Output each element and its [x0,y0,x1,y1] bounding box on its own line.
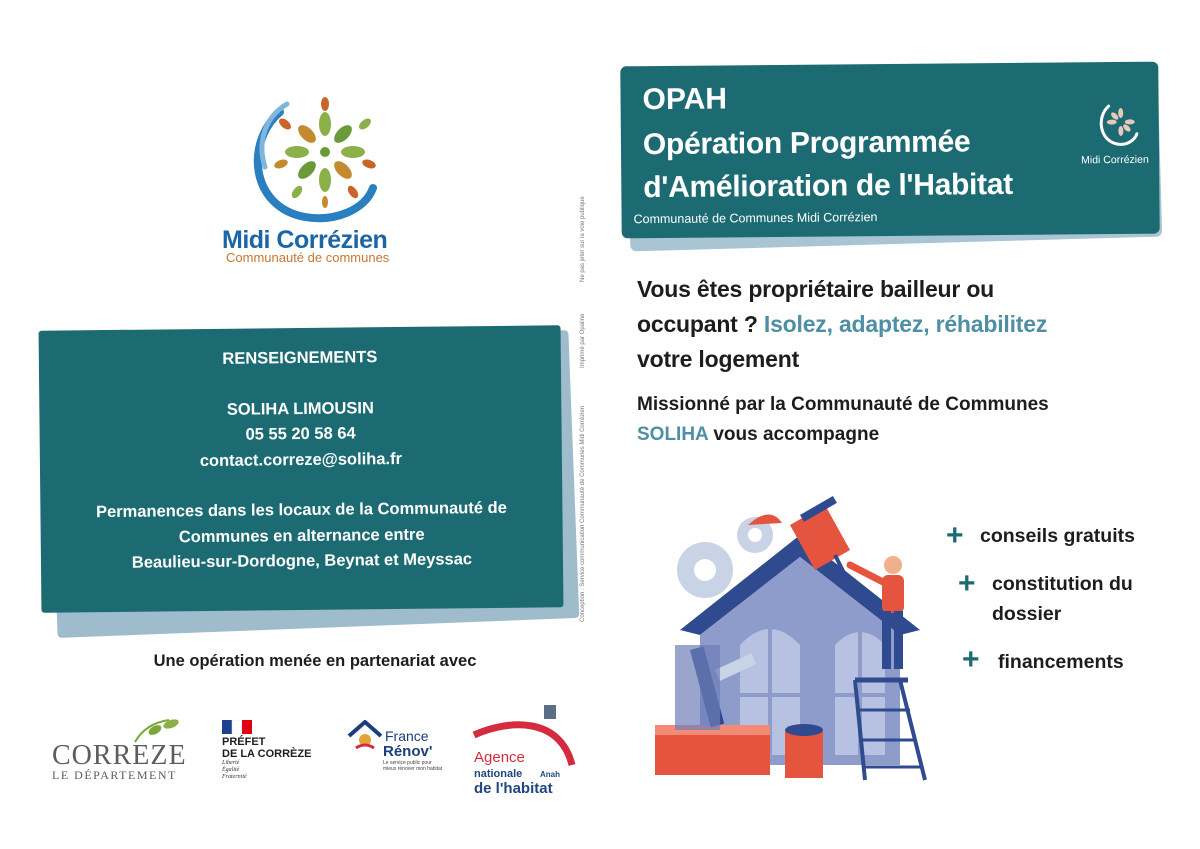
france-renov-bottom: Rénov' [383,743,433,760]
france-renov-tagline: Le service public pour mieux rénover mon habitat [383,760,443,772]
benefit-funding: financements [998,651,1124,673]
mission-rest: vous accompagne [708,424,880,445]
question-accent: Isolez, adaptez, réhabilitez [763,311,1048,337]
info-heading: RENSEIGNEMENTS [222,348,378,368]
plus-icon: + [962,643,980,676]
house-renovation-illustration [650,495,940,790]
logo-title: Midi Corrézien [222,226,388,254]
banner-logo-text: Midi Corrézien [1081,153,1149,167]
info-perm-line: Beaulieu-sur-Dordogne, Beynat et Meyssac [131,550,473,572]
partnership-label: Une opération menée en partenariat avec [153,652,477,670]
correze-wordmark: CORREZE [52,740,187,771]
benefit-file-line-2: dossier [992,603,1062,625]
prefet-title: PRÉFET DE LA CORRÈZE [222,736,312,760]
question-line-1: Vous êtes propriétaire bailleur ou [637,276,995,302]
anah-habitat: de l'habitat [474,780,553,797]
side-text-design: Conception : Service communication Communauté de Communes Midi Corrézien [580,405,586,622]
anah-agence: Agence [474,749,525,766]
prefet-motto: Liberté Égalité Fraternité [222,760,247,780]
logo-subtitle: Communauté de communes [226,250,390,265]
benefit-free-advice: conseils gratuits [980,525,1135,547]
question-line-2 [637,311,1047,338]
benefit-file-line-1: constitution du [992,573,1133,595]
correze-subtitle: LE DÉPARTEMENT [52,768,177,782]
anah-acronym: Anah [540,770,560,779]
mission-line-2 [637,424,879,446]
plus-icon: + [946,519,964,552]
banner-line-1: Opération Programmée [642,125,971,162]
france-renov-top: France [385,728,429,744]
plus-icon: + [958,567,976,600]
mission-line-1: Missionné par la Communauté de Communes [637,394,1049,415]
info-perm-line: Communes en alternance entre [178,525,425,546]
banner-subtitle: Communauté de Communes Midi Corrézien [633,210,878,227]
anah-nationale: nationale [474,768,523,780]
info-perm-line: Permanences dans les locaux de la Communauté de [95,498,507,522]
mission-accent: SOLIHA [637,424,709,445]
banner-title: OPAH [642,82,728,117]
info-email[interactable]: contact.correze@soliha.fr [199,449,403,470]
banner-line-2: d'Amélioration de l'Habitat [643,167,1013,205]
question-plain: occupant ? [637,311,764,337]
side-text-litter: Ne pas jeter sur la voie publique [580,196,586,282]
info-box [39,325,564,612]
info-phone[interactable]: 05 55 20 58 64 [245,424,356,444]
info-org: SOLIHA LIMOUSIN [226,398,374,419]
side-text-printer: Imprimé par Opaline [580,313,586,368]
question-line-3: votre logement [637,346,800,372]
banner-logo-icon [1095,100,1143,157]
opah-banner [620,62,1159,239]
france-renov-house-icon [346,718,384,757]
